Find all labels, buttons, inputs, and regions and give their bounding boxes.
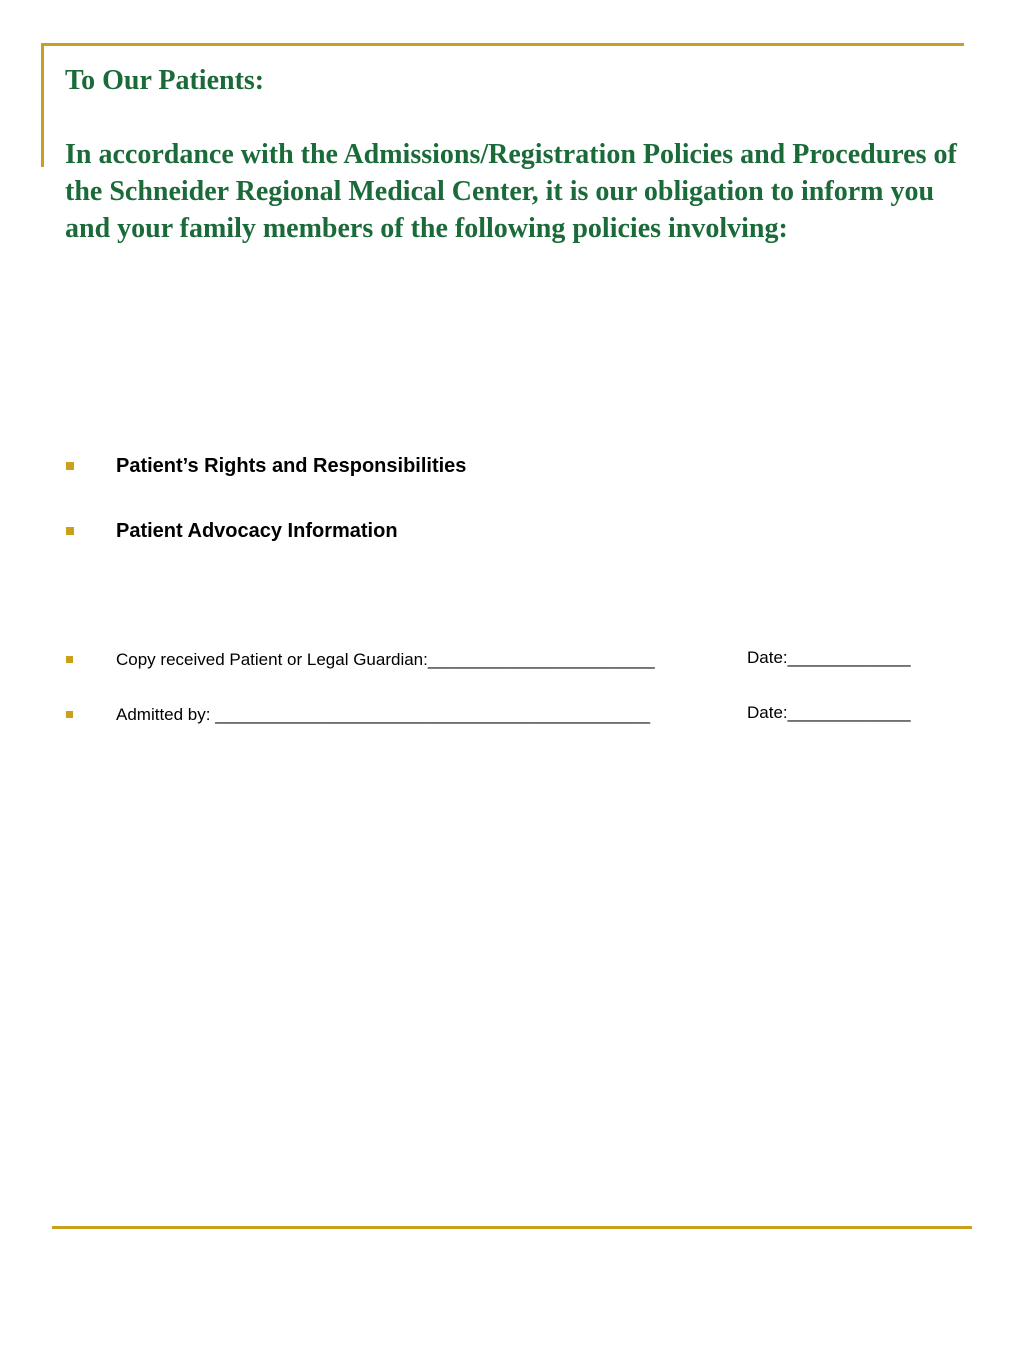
policy-item-advocacy (66, 519, 398, 542)
square-bullet-icon (66, 527, 74, 535)
date-line-admitted: Date:_____________ (747, 703, 911, 722)
intro-paragraph: In accordance with the Admissions/Registration Policies and Procedures of the Schneider Regional Medical Center, it is our obligation to inform you and your family members of the following policies involving: (65, 139, 957, 244)
signature-line-patient (66, 649, 655, 669)
left-border-rule (41, 43, 44, 167)
square-bullet-icon (66, 656, 73, 663)
policy-label: Patient Advocacy Information (116, 519, 398, 542)
signature-line-admitted (66, 704, 651, 724)
top-border-rule (41, 43, 964, 46)
square-bullet-icon (66, 711, 73, 718)
signature-label: Admitted by: ______________________________________________ (116, 704, 651, 724)
policy-item-rights (66, 454, 467, 477)
date-line-patient: Date:_____________ (747, 648, 911, 667)
letter-heading (65, 62, 965, 247)
signature-label: Copy received Patient or Legal Guardian:________________________ (116, 649, 655, 669)
bottom-border-rule (52, 1226, 972, 1229)
square-bullet-icon (66, 462, 74, 470)
policy-label: Patient’s Rights and Responsibilities (116, 454, 467, 477)
salutation: To Our Patients: (65, 65, 265, 96)
